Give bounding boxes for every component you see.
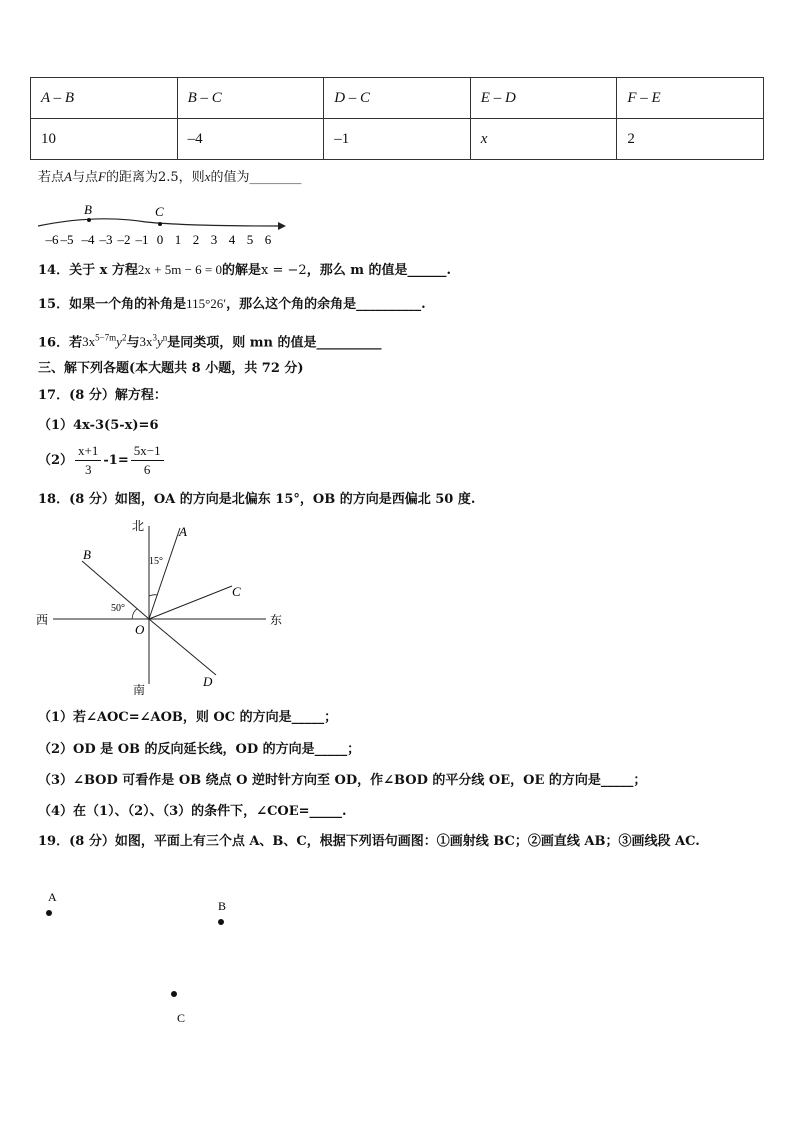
table-header-cell: D – C: [324, 78, 471, 119]
tick-label: 5: [246, 232, 254, 247]
q14-equation: 2x + 5m − 6 = 0: [137, 262, 223, 277]
angle-50-arc: [132, 609, 137, 619]
tick-label: –5: [60, 232, 74, 247]
table-row: [31, 119, 764, 160]
q16-prefix: 16．若: [38, 335, 83, 351]
q16-term1-yexp: 2: [121, 333, 127, 343]
q16-term1-y: y: [116, 334, 122, 350]
table-header-row: [31, 78, 764, 119]
table-header-cell: A – B: [31, 78, 178, 119]
q19-point-b-dot: [218, 919, 224, 925]
q16-mid: 与: [126, 335, 140, 351]
tick-label: –1: [135, 232, 149, 247]
angle-15-label: 15°: [149, 556, 163, 567]
q15-text: [38, 294, 426, 315]
q18-part4: （4）在（1）、（2）、（3）的条件下，∠COE=_____.: [38, 804, 347, 819]
q16-term2-exp: 3: [152, 333, 157, 343]
q15-suffix: ，那么这个角的余角是__________.: [226, 297, 426, 312]
tick-label: –2: [117, 232, 131, 247]
q16-term2-y: y: [156, 334, 163, 350]
north-label: 北: [132, 519, 145, 533]
q19-title: 19．(8 分）如图，平面上有三个点 A、B、C，根据下列语句画图：①画射线 BC；②画直线 AB；③画线段 AC.: [38, 834, 700, 849]
table-cell: x: [470, 119, 617, 160]
ray-oc: [149, 586, 232, 619]
q17-part1: （1）4x-3(5-x)=6: [38, 418, 159, 433]
q18-part1: （1）若∠AOC=∠AOB，则 OC 的方向是_____；: [38, 710, 338, 725]
label-b: B: [84, 202, 92, 217]
q13-distance: 2.5: [157, 170, 179, 185]
q19-label-a: A: [48, 890, 57, 904]
q13-prefix: 若点: [38, 170, 65, 185]
tick-label: –6: [45, 232, 59, 247]
q19-points-figure: [40, 885, 227, 1030]
q14-suffix: ，那么 m 的值是______.: [306, 263, 452, 278]
label-c: C: [155, 204, 164, 219]
table-cell: 10: [31, 119, 178, 160]
q13-suffix: 的值为________: [210, 170, 302, 185]
tick-label: 3: [210, 232, 218, 247]
q19-point-a-dot: [46, 910, 52, 916]
q19-point-c-dot: [171, 991, 177, 997]
point-c-dot: [158, 222, 162, 226]
q13-var: x: [204, 169, 211, 184]
table-header-cell: F – E: [617, 78, 764, 119]
angle-50-label: 50°: [111, 603, 125, 614]
point-d-label: D: [203, 674, 213, 689]
q14-text: [38, 260, 451, 281]
table-cell: 2: [617, 119, 764, 160]
q17-frac1-num: x+1: [75, 442, 101, 461]
q13-text: [38, 167, 301, 188]
difference-table: [30, 77, 764, 160]
q16-term2-yexp: n: [162, 333, 168, 343]
number-line-ticks: [45, 232, 272, 247]
tick-label: 0: [156, 232, 164, 247]
q13-mid: 与点: [71, 170, 98, 185]
q17-frac2-num: 5x−1: [131, 442, 164, 461]
ray-oa: [149, 528, 180, 619]
q18-title: 18．(8 分）如图，OA 的方向是北偏东 15°，OB 的方向是西偏北 50 度.: [38, 492, 476, 507]
table-header-cell: E – D: [470, 78, 617, 119]
point-b-dot: [87, 218, 91, 222]
q17-frac2-den: 6: [143, 462, 151, 477]
q18-part3: （3）∠BOD 可看作是 OB 绕点 O 逆时针方向至 OD，作∠BOD 的平分线 OE，OE 的方向是_____；: [38, 773, 647, 788]
q14-prefix: 14．关于 x 方程: [38, 263, 138, 278]
tick-label: 2: [192, 232, 200, 247]
tick-label: 1: [174, 232, 182, 247]
point-b-label: B: [83, 547, 91, 562]
q18-part2: （2）OD 是 OB 的反向延长线，OD 的方向是_____；: [38, 742, 361, 757]
q17-part2-prefix: （2）: [38, 453, 74, 468]
compass-diagram: [36, 516, 296, 698]
q15-angle: 115°26′: [186, 296, 227, 311]
q13-point-f: F: [97, 169, 106, 184]
q17-part2-mid: -1=: [103, 453, 129, 468]
q13-point-a: A: [64, 169, 72, 184]
q19-label-b: B: [218, 899, 227, 913]
south-label: 南: [133, 683, 146, 697]
q19-label-c: C: [177, 1011, 186, 1025]
q14-mid: 的解是: [222, 263, 262, 278]
section-3-heading: 三、解下列各题(本大题共 8 小题，共 72 分): [38, 361, 304, 376]
q17-part2: [38, 442, 166, 479]
west-label: 西: [36, 613, 49, 627]
tick-label: 6: [264, 232, 272, 247]
q17-frac1-den: 3: [84, 462, 92, 477]
q16-term1-base: 3x: [82, 334, 96, 350]
q15-prefix: 15．如果一个角的补角是: [38, 297, 187, 312]
ray-od: [149, 619, 216, 675]
point-c-label: C: [232, 584, 241, 599]
table-cell: –4: [177, 119, 324, 160]
table-cell: –1: [324, 119, 471, 160]
point-o-label: O: [135, 622, 145, 637]
east-label: 东: [270, 613, 283, 627]
q16-term2-base: 3x: [139, 334, 153, 350]
q14-solution: x = −2: [261, 263, 307, 278]
q17-title: 17．(8 分）解方程：: [38, 388, 167, 403]
angle-15-arc: [149, 595, 157, 596]
q13-mid3: ，则: [178, 170, 205, 185]
q13-mid2: 的距离为: [105, 170, 158, 185]
tick-label: –3: [99, 232, 113, 247]
tick-label: 4: [228, 232, 236, 247]
point-a-label: A: [179, 524, 187, 539]
number-line-arrow: [278, 222, 286, 230]
q16-suffix: 是同类项，则 mn 的值是__________: [167, 335, 382, 351]
tick-label: –4: [81, 232, 95, 247]
q16-term1-exp: 5−7m: [95, 333, 117, 343]
number-line-figure: [36, 200, 286, 248]
table-header-cell: B – C: [177, 78, 324, 119]
q16-text: [38, 328, 382, 353]
number-line-axis: [38, 219, 278, 226]
